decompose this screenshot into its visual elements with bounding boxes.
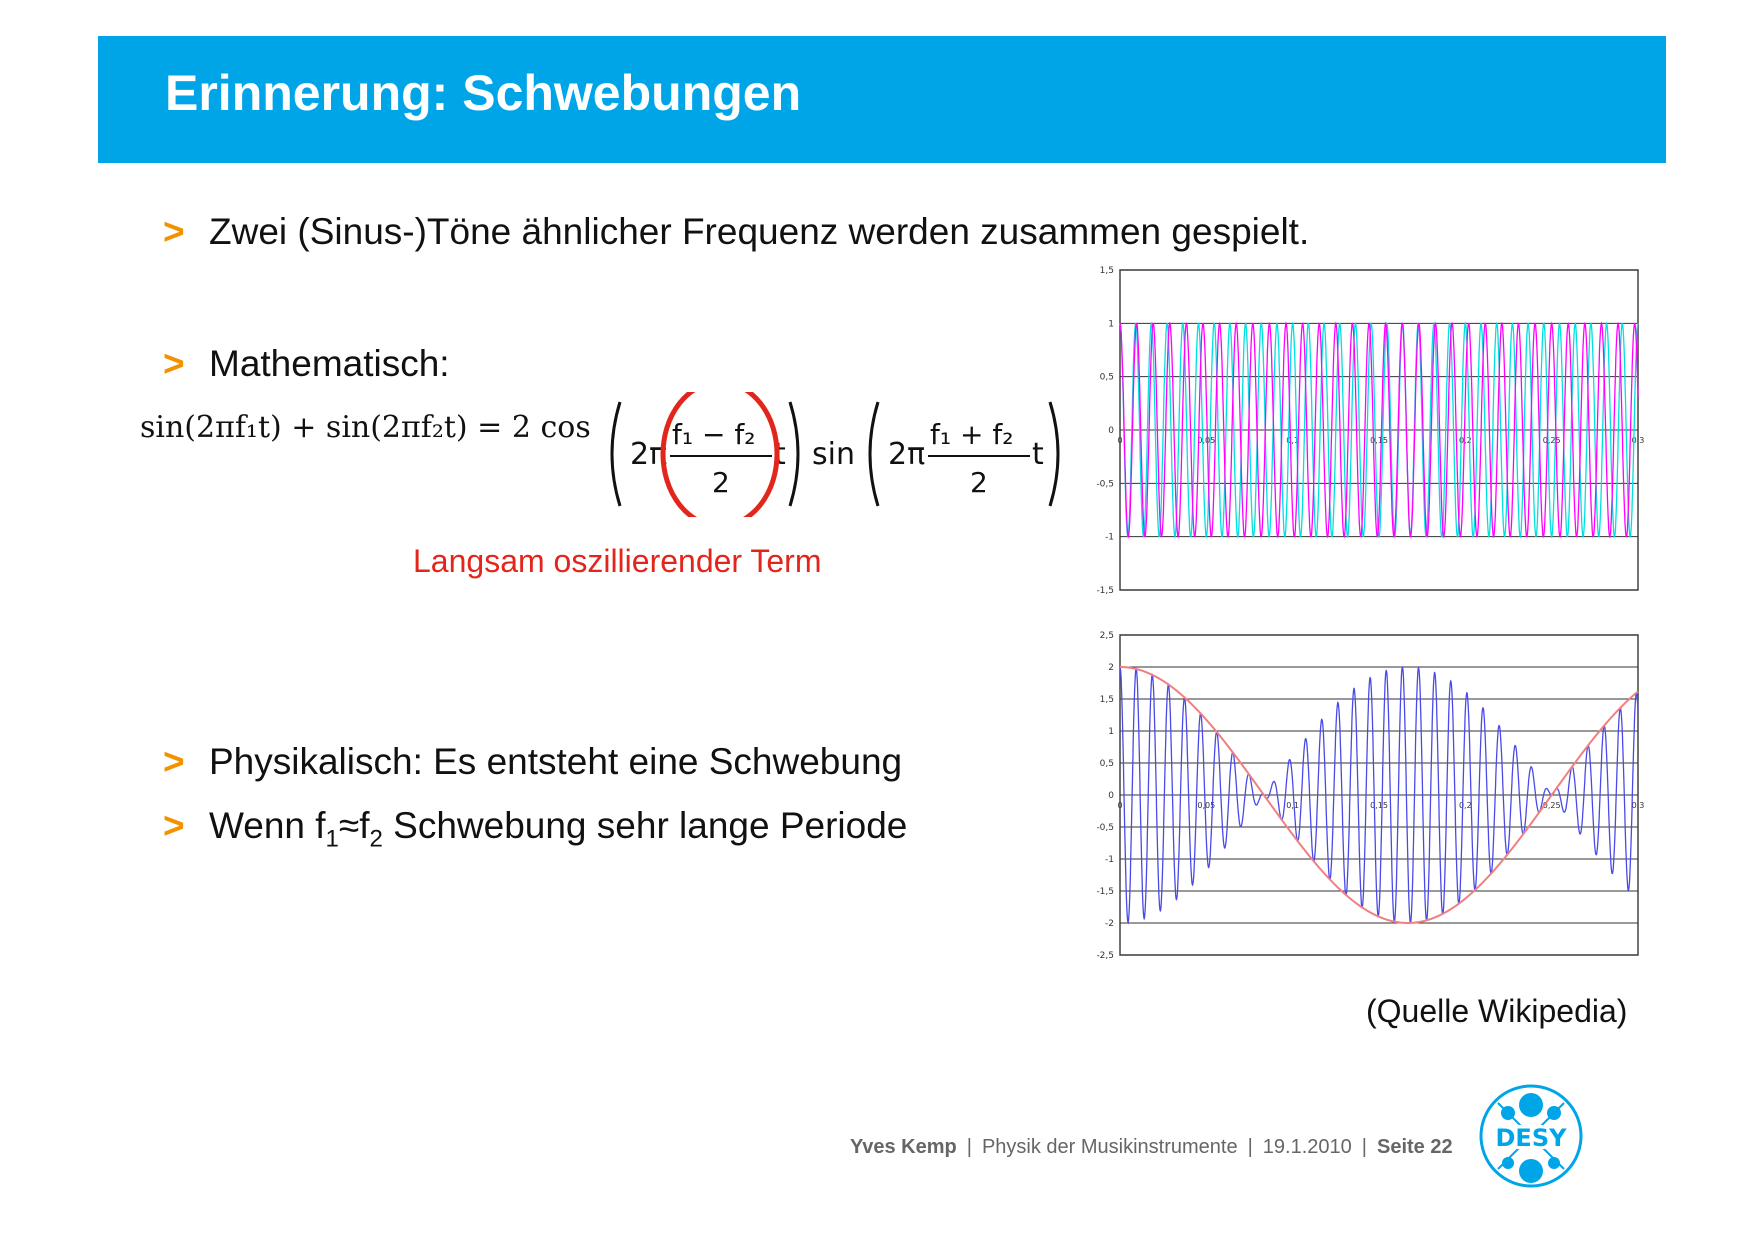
y-tick-label: 0,5 bbox=[1099, 759, 1114, 769]
x-tick-label: 0,25 bbox=[1542, 801, 1561, 810]
y-tick-label: -0,5 bbox=[1096, 479, 1114, 490]
bullet-marker: > bbox=[163, 741, 185, 782]
bullet-1-text: Zwei (Sinus-)Töne ähnlicher Frequenz werden zusammen gespielt. bbox=[209, 211, 1310, 252]
x-tick-label: 0,2 bbox=[1458, 436, 1472, 445]
formula-t-b: t bbox=[1032, 437, 1044, 472]
annotation-slow-term: Langsam oszillierender Term bbox=[413, 543, 822, 579]
formula-sin: sin bbox=[812, 437, 855, 472]
bullet-4-post: Schwebung sehr lange Periode bbox=[382, 805, 908, 846]
x-tick-label: 0,05 bbox=[1197, 801, 1216, 810]
x-tick-label: 0,25 bbox=[1542, 436, 1561, 445]
y-tick-label: 1,5 bbox=[1099, 695, 1114, 705]
bullet-4 bbox=[163, 807, 907, 851]
formula-lhs: sin(2πf₁t) + sin(2πf₂t) = 2 cos bbox=[140, 410, 591, 445]
footer-author: Yves Kemp bbox=[850, 1136, 957, 1158]
chart-beat-signal bbox=[1070, 625, 1650, 975]
y-tick-label: -1,5 bbox=[1096, 887, 1114, 897]
footer-date: 19.1.2010 bbox=[1262, 1136, 1352, 1158]
y-tick-label: -2 bbox=[1105, 919, 1114, 929]
x-tick-label: 0,3 bbox=[1631, 801, 1645, 810]
y-tick-label: -0,5 bbox=[1096, 823, 1114, 833]
y-tick-label: 2 bbox=[1108, 663, 1114, 673]
x-tick-label: 0,1 bbox=[1286, 801, 1300, 810]
x-tick-label: 0,1 bbox=[1286, 436, 1300, 445]
footer-page: Seite 22 bbox=[1376, 1136, 1453, 1158]
slide-title: Erinnerung: Schwebungen bbox=[165, 65, 802, 121]
y-tick-label: 2,5 bbox=[1099, 631, 1114, 641]
x-tick-label: 0,3 bbox=[1631, 436, 1645, 445]
formula-right bbox=[600, 392, 1080, 517]
bullet-4-mid: ≈f bbox=[338, 805, 370, 846]
formula-den-b: 2 bbox=[970, 466, 988, 499]
desy-logo bbox=[1478, 1083, 1584, 1189]
formula-2pi-b: 2π bbox=[888, 437, 926, 472]
x-tick-label: 0,2 bbox=[1458, 801, 1472, 810]
bullet-4-pre: Wenn f bbox=[209, 805, 326, 846]
bullet-marker: > bbox=[163, 211, 185, 252]
source-caption: (Quelle Wikipedia) bbox=[1366, 993, 1628, 1029]
footer-sep: | bbox=[966, 1136, 972, 1158]
y-tick-label: -1 bbox=[1105, 532, 1114, 543]
bullet-2 bbox=[163, 345, 450, 382]
y-tick-label: -2,5 bbox=[1096, 951, 1114, 961]
y-tick-label: 1 bbox=[1108, 319, 1114, 330]
bullet-4-sub2: 2 bbox=[369, 825, 383, 853]
footer bbox=[850, 1136, 1453, 1159]
bullet-marker: > bbox=[163, 343, 185, 384]
y-tick-label: -1,5 bbox=[1096, 586, 1114, 596]
desy-logo-text: DESY bbox=[1495, 1124, 1567, 1152]
bullet-3 bbox=[163, 743, 902, 780]
x-tick-label: 0 bbox=[1117, 801, 1123, 810]
footer-sep: | bbox=[1247, 1136, 1253, 1158]
y-tick-label: 0 bbox=[1108, 426, 1114, 436]
bullet-2-text: Mathematisch: bbox=[209, 343, 450, 384]
formula-t-a: t bbox=[774, 437, 786, 472]
chart-two-sines bbox=[1070, 260, 1650, 610]
formula-f1-minus-f2: f₁ − f₂ bbox=[672, 418, 756, 451]
title-bar bbox=[98, 36, 1666, 163]
bullet-marker: > bbox=[163, 805, 185, 846]
y-tick-label: 0,5 bbox=[1099, 372, 1114, 383]
bullet-3-text: Physikalisch: Es entsteht eine Schwebung bbox=[209, 741, 903, 782]
formula-f1-plus-f2: f₁ + f₂ bbox=[930, 418, 1014, 451]
x-tick-label: 0,05 bbox=[1197, 436, 1216, 445]
y-tick-label: 1,5 bbox=[1099, 266, 1114, 276]
footer-sep: | bbox=[1361, 1136, 1367, 1158]
y-tick-label: 1 bbox=[1108, 727, 1114, 737]
formula-2pi-a: 2π bbox=[630, 437, 668, 472]
x-tick-label: 0 bbox=[1117, 436, 1123, 445]
footer-course: Physik der Musikinstrumente bbox=[981, 1136, 1238, 1158]
bullet-4-sub1: 1 bbox=[325, 825, 339, 853]
x-tick-label: 0,15 bbox=[1370, 436, 1388, 445]
y-tick-label: 0 bbox=[1108, 791, 1114, 801]
x-tick-label: 0,15 bbox=[1370, 801, 1388, 810]
y-tick-label: -1 bbox=[1105, 855, 1114, 865]
bullet-1 bbox=[163, 213, 1309, 250]
formula-den-a: 2 bbox=[712, 466, 730, 499]
beat-formula bbox=[140, 410, 591, 445]
